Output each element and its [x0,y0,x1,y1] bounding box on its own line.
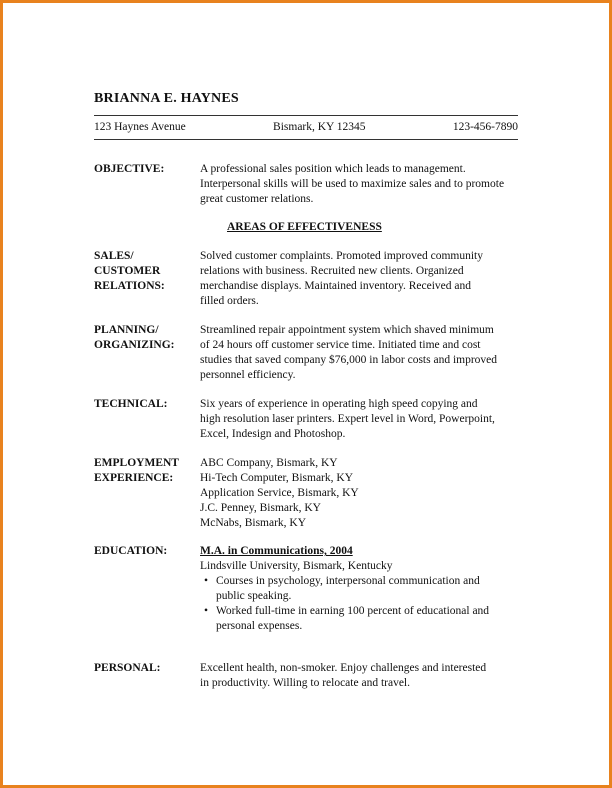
planning-label-line: ORGANIZING: [94,339,175,351]
employment-list [200,456,520,531]
degree-title: M.A. in Communications, 2004 [200,545,353,557]
contact-line [94,121,518,133]
employer-item: McNabs, Bismark, KY [200,517,307,529]
sales-label [94,249,165,294]
sales-line: relations with business. Recruited new clients. Organized [200,265,464,277]
bullet-text: • Courses in psychology, interpersonal communication and [216,575,480,587]
header-rule-top [94,115,518,116]
sales-line: filled orders. [200,295,259,307]
sales-label-line: RELATIONS: [94,280,165,292]
education-bullet [200,604,520,634]
sales-line: merchandise displays. Maintained inventory. Received and [200,280,472,292]
employment-label-line: EMPLOYMENT [94,457,179,469]
technical-line: high resolution laser printers. Expert level in Word, Powerpoint, [200,413,495,425]
employer-item: J.C. Penney, Bismark, KY [200,502,321,514]
city-state-zip: Bismark, KY 12345 [273,121,366,133]
employer-item: ABC Company, Bismark, KY [200,457,338,469]
personal-label: PERSONAL: [94,662,161,674]
employment-label [94,456,179,486]
bullet-text: public speaking. [216,590,292,602]
personal-line: in productivity. Willing to relocate and travel. [200,677,410,689]
phone: 123-456-7890 [452,121,518,133]
planning-line: of 24 hours off customer service time. Initiated time and cost [200,339,481,351]
areas-heading: AREAS OF EFFECTIVENESS [227,221,382,233]
planning-line: Streamlined repair appointment system which shaved minimum [200,324,494,336]
planning-label [94,323,175,353]
sales-label-line: SALES/ [94,250,134,262]
technical-text [200,397,520,442]
header-rule-bottom [94,139,518,140]
planning-text [200,323,520,383]
bullet-text: • Worked full-time in earning 100 percent of educational and [216,605,490,617]
education-label: EDUCATION: [94,545,168,557]
planning-label-line: PLANNING/ [94,324,159,336]
applicant-name: BRIANNA E. HAYNES [94,91,239,106]
education-bullet [200,574,520,604]
bullet-text: personal expenses. [216,620,303,632]
school-name: Lindsville University, Bismark, Kentucky [200,560,393,572]
technical-label: TECHNICAL: [94,398,168,410]
employment-label-line: EXPERIENCE: [94,472,174,484]
planning-line: personnel efficiency. [200,369,296,381]
education-text [200,544,520,634]
technical-line: Six years of experience in operating high speed copying and [200,398,478,410]
objective-line: A professional sales position which leads to management. [200,163,466,175]
sales-text [200,249,520,309]
personal-text [200,661,520,691]
address: 123 Haynes Avenue [94,121,186,133]
objective-line: Interpersonal skills will be used to maximize sales and to promote [200,178,505,190]
objective-text [200,162,520,207]
planning-line: studies that saved company $76,000 in labor costs and improved [200,354,498,366]
sales-label-line: CUSTOMER [94,265,161,277]
objective-line: great customer relations. [200,193,314,205]
objective-label: OBJECTIVE: [94,163,165,175]
sales-line: Solved customer complaints. Promoted improved community [200,250,483,262]
employer-item: Application Service, Bismark, KY [200,487,359,499]
personal-line: Excellent health, non-smoker. Enjoy challenges and interested [200,662,487,674]
employer-item: Hi-Tech Computer, Bismark, KY [200,472,353,484]
technical-line: Excel, Indesign and Photoshop. [200,428,346,440]
